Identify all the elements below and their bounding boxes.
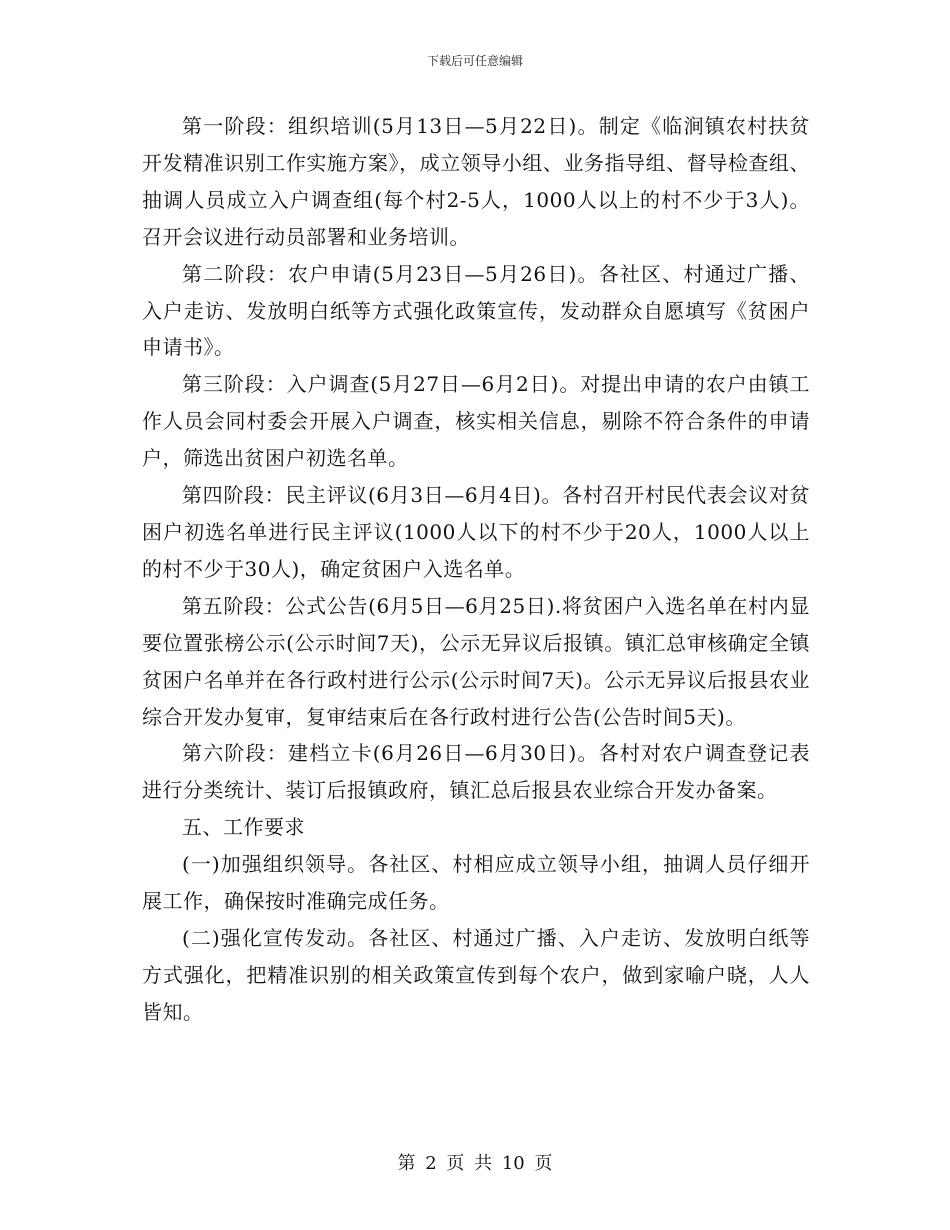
paragraph-stage-3: 第三阶段：入户调查(5月27日—6月2日)。对提出申请的农户由镇工作人员会同村委会开展入户调查，核实相关信息，剔除不符合条件的申请户，筛选出贫困户初选名单。 (142, 372, 810, 471)
page-header: 下载后可任意编辑 (426, 54, 523, 68)
paragraph-stage-6: 第六阶段：建档立卡(6月26日—6月30日)。各村对农户调查登记表进行分类统计、装订后报镇政府，镇汇总后报县农业综合开发办备案。 (142, 741, 810, 803)
paragraph-stage-5: 第五阶段：公式公告(6月5日—6月25日).将贫困户入选名单在村内显要位置张榜公示(公示时间7天)，公示无异议后报镇。镇汇总审核确定全镇贫困户名单并在各行政村进行公示(公示时间7天)。公示无异议后报县农业综合开发办复审，复审结束后在各行政村进行公告(公告时间5天)。 (142, 593, 810, 729)
document-body (142, 108, 810, 1031)
paragraph-stage-4: 第四阶段：民主评议(6月3日—6月4日)。各村召开村民代表会议对贫困户初选名单进行民主评议(1000人以下的村不少于20人，1000人以上的村不少于30人)，确定贫困户入选名单。 (142, 483, 810, 581)
paragraph-stage-1: 第一阶段：组织培训(5月13日—5月22日)。制定《临涧镇农村扶贫开发精准识别工作实施方案》，成立领导小组、业务指导组、督导检查组、抽调人员成立入户调查组(每个村2-5人，1000人以上的村不少于3人)。召开会议进行动员部署和业务培训。 (142, 114, 810, 249)
section-heading-work-requirements: 五、工作要求 (182, 815, 305, 840)
page-number-footer: 第 2 页 共 10 页 (397, 1153, 553, 1174)
paragraph-requirement-1: (一)加强组织领导。各社区、村相应成立领导小组，抽调人员仔细开展工作，确保按时准确完成任务。 (142, 852, 810, 914)
paragraph-stage-2: 第二阶段：农户申请(5月23日—5月26日)。各社区、村通过广播、入户走访、发放明白纸等方式强化政策宣传，发动群众自愿填写《贫困户申请书》。 (142, 261, 810, 360)
paragraph-requirement-2: (二)强化宣传发动。各社区、村通过广播、入户走访、发放明白纸等方式强化，把精准识别的相关政策宣传到每个农户，做到家喻户晓，人人皆知。 (142, 925, 810, 1024)
